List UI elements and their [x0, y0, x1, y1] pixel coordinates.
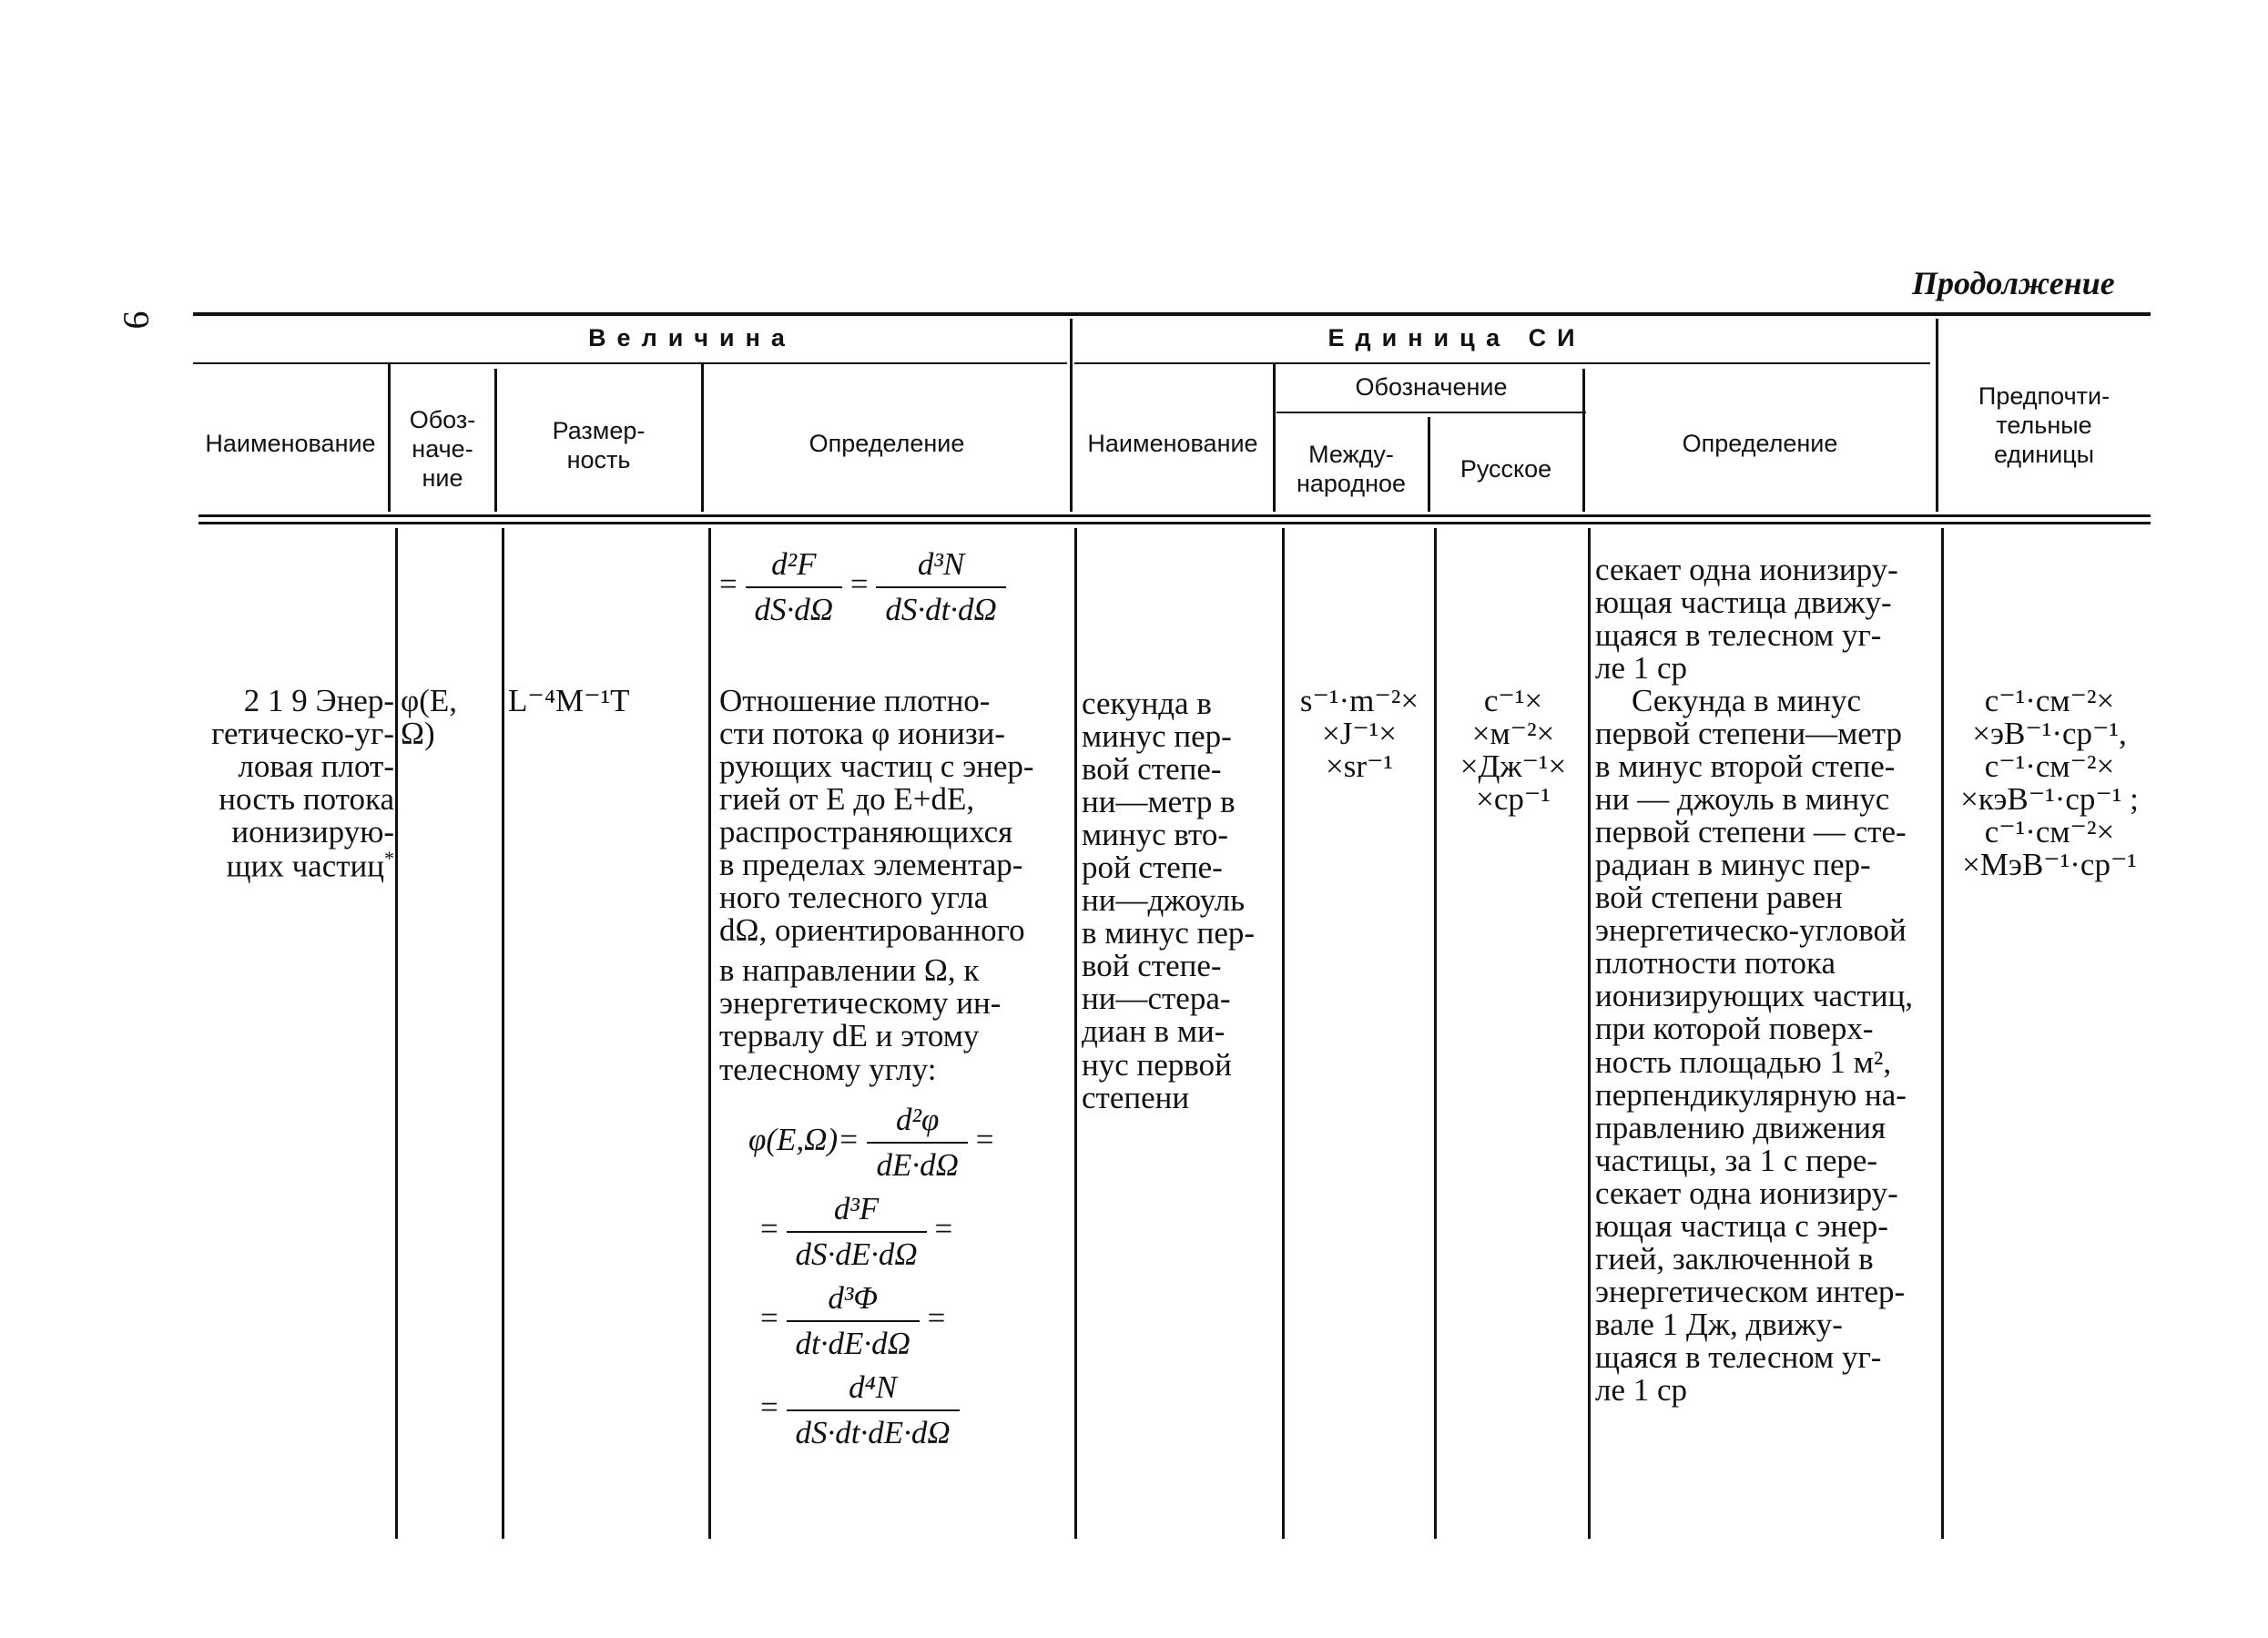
header-designation-group: Обозначение — [1355, 373, 1508, 401]
col-divider — [1588, 528, 1591, 1539]
preferred-units: с⁻¹·см⁻²× ×эВ⁻¹·ср⁻¹, с⁻¹·см⁻²× ×кэВ⁻¹·ср⁻¹ ; с⁻¹·см⁻²× ×МэВ⁻¹·ср⁻¹ — [1960, 683, 2139, 883]
definition-formula-line-2: = $\frac{\text{d³F}}{dS\cdot dE\cdot d\Omega}$ = — [760, 1191, 953, 1272]
designation-rule — [1276, 412, 1586, 413]
col-divider — [502, 528, 504, 1539]
col-divider — [395, 528, 398, 1539]
col-divider — [708, 528, 711, 1539]
header-col-russian: Русское — [1459, 455, 1552, 483]
continuation-label: Продолжение — [1912, 265, 2115, 301]
header-group-rule-right — [1074, 362, 1930, 364]
unit-definition: Секунда в минус первой степени—метр в минус второй степе- ни — джоуль в минус первой степени — сте- радиан в минус пер- вой степени равен энергетическо-угловой плотности потока ионизирующих частиц, при которой поверх- ность площадью 1 м², перпендикулярную на- правлению движения частицы, за 1 с пере- секает одна ионизиру- ющая частица с энер- гией, заключенной в энергетическом интер- вале 1 Дж, движу- щаяся в телесном уг- ле 1 ср — [1595, 683, 1914, 1408]
quantity-name: 2 1 9 Энер- гетическо-уг- ловая плот- ность потока ионизирую- щих частиц* — [211, 683, 394, 884]
top-rule — [193, 312, 2151, 316]
quantity-dimension: L⁻⁴M⁻¹T — [508, 683, 630, 718]
quantity-definition: Отношение плотно- сти потока φ ионизи- рующих частиц с энер- гией от E до E+dE, распространяющихся в пределах элементар- ного телесного угла dΩ, ориентированного в направлении Ω, к энергетическому ин- тервалу dE и этому телесному углу: — [719, 683, 1034, 1087]
definition-top-formula: = $\frac{\text{d²F}}{dS\cdot d\Omega}$ = $\frac{\text{d³N}}{dS\cdot dt\cdot d\Omega}$ — [719, 546, 1006, 628]
definition-formula-line-3: = $\frac{\text{d³Φ}}{dt\cdot dE\cdot d\Omega}$ = — [760, 1280, 946, 1361]
header-col-dimension: Размер- ность — [552, 417, 646, 473]
unit-russian-symbol: с⁻¹× ×м⁻²× ×Дж⁻¹× ×ср⁻¹ — [1459, 683, 1567, 818]
unit-international-symbol: s⁻¹·m⁻²× ×J⁻¹× ×sr⁻¹ — [1299, 683, 1419, 785]
header-bottom-rule-1 — [198, 514, 2151, 517]
header-col-unit-name: Наименование — [1087, 430, 1258, 457]
quantity-symbol: φ(E, Ω) — [401, 683, 457, 752]
header-group-rule-left — [193, 362, 1067, 364]
col-divider — [1074, 528, 1077, 1539]
definition-formula-line-4: = $\frac{\text{d⁴N}}{dS\cdot dt\cdot dE\cdot d\Omega}$ — [760, 1369, 960, 1451]
header-col-definition: Определение — [809, 430, 965, 457]
unit-definition-continued: секает одна ионизиру- ющая частица движу- щаяся в телесном уг- ле 1 ср — [1595, 552, 1898, 687]
header-col-unit-definition: Определение — [1682, 430, 1838, 457]
col-divider — [1434, 528, 1437, 1539]
header-col-preferred: Предпочти- тельные единицы — [1978, 382, 2110, 468]
col-divider — [388, 364, 391, 512]
page-number: 9 — [116, 310, 158, 330]
header-col-name: Наименование — [205, 430, 376, 457]
col-divider — [701, 364, 704, 512]
header-bottom-rule-2 — [198, 522, 2151, 524]
header-quantity-group: Величина — [588, 324, 796, 351]
header-si-group: Единица СИ — [1327, 324, 1586, 351]
col-divider — [1941, 528, 1944, 1539]
col-divider — [1070, 319, 1073, 512]
header-col-international: Между- народное — [1296, 441, 1407, 497]
header-col-symbol: Обоз- наче- ние — [409, 406, 476, 492]
unit-name: секунда в минус пер- вой степе- ни—метр в минус вто- рой степе- ни—джоуль в минус пер- вой степе- ни—стера- диан в ми- нус первой степени — [1082, 686, 1256, 1115]
col-divider — [1282, 528, 1285, 1539]
definition-formula-line-1: φ(E,Ω)= $\frac{\text{d²φ}}{dE\cdot d\Omega}$ = — [748, 1102, 994, 1183]
